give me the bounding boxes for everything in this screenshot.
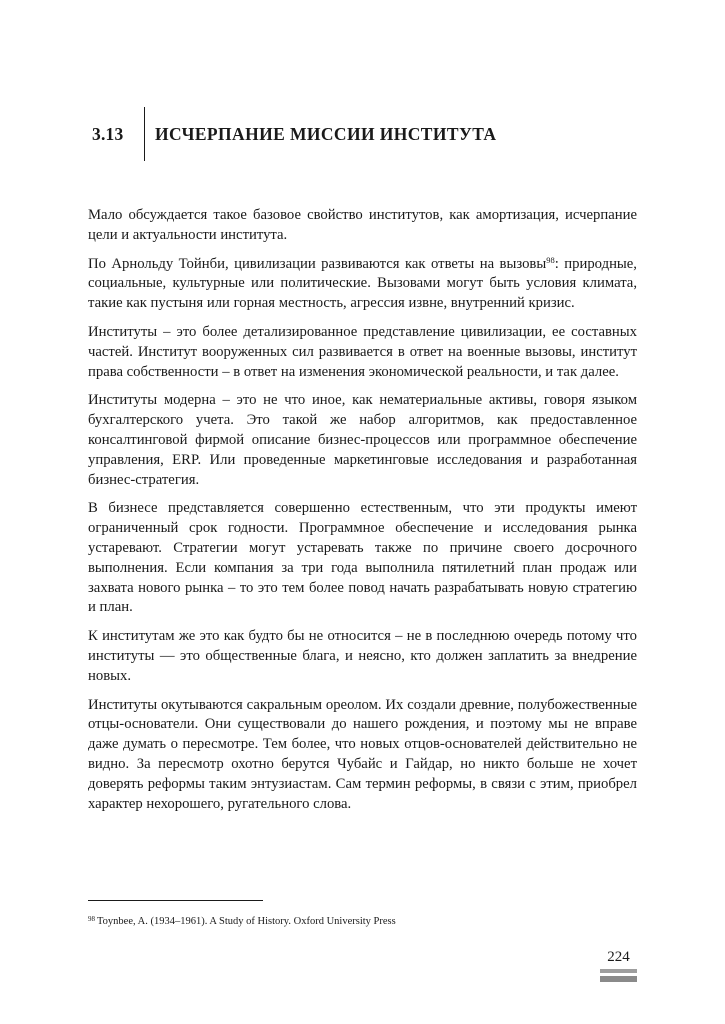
paragraph-7: Институты окутываются сакральным ореолом. Их создали древние, полубожественные отцы-основатели. Они существовали до нашего рождения, и поэтому мы не вправе даже думать о пересмотре. Тем более, что новых отцов-основателей действительно не видно. За пересмотр охотно берутся Чубайс и Гайдар, но никто больше не хочет доверять реформы таким энтузиастам. Сам термин реформы, в связи с этим, приобрел характер нехорошего, ругательного слова. bbox=[88, 696, 637, 812]
paragraph-2 bbox=[88, 255, 637, 314]
paragraph-3: Институты – это более детализированное представление цивилизации, ее составных частей. Институт вооруженных сил развивается в ответ на военные вызовы, институт права собственности – в ответ на изменения экономической реальности, и так далее. bbox=[88, 323, 637, 380]
page-number: 224 bbox=[607, 949, 630, 965]
paragraph-1: Мало обсуждается такое базовое свойство институтов, как амортизация, исчерпание цели и актуальности института. bbox=[88, 207, 637, 243]
section-title: ИСЧЕРПАНИЕ МИССИИ ИНСТИТУТА bbox=[155, 123, 497, 144]
body-text bbox=[88, 206, 637, 823]
footnote-marker: 98 bbox=[88, 915, 95, 923]
paragraph-2-text-before: По Арнольду Тойнби, цивилизации развиваются как ответы на вызовы bbox=[88, 255, 547, 272]
page-number-bar-bottom bbox=[600, 976, 637, 982]
paragraph-2-text-after: : природные, социальные, культурные или политические. Вызовами могут быть условия климата, такие как пустыня или горная местность, агрессия извне, внутренний кризис. bbox=[88, 255, 637, 312]
heading-divider bbox=[144, 107, 145, 161]
paragraph-6: К институтам же это как будто бы не относится – не в последнюю очередь потому что институты — это общественные блага, и неясно, кто должен заплатить за внедрение новых. bbox=[88, 628, 637, 684]
page-number-bar bbox=[600, 969, 637, 973]
footnote bbox=[88, 915, 396, 929]
footnote-reference[interactable]: 98 bbox=[546, 254, 555, 265]
footnote-separator bbox=[88, 900, 263, 901]
footnote-text: Toynbee, A. (1934–1961). A Study of History. Oxford University Press bbox=[97, 916, 396, 927]
section-number: 3.13 bbox=[92, 123, 124, 144]
paragraph-5: В бизнесе представляется совершенно естественным, что эти продукты имеют ограниченный срок годности. Программное обеспечение и исследования рынка устаревают. Стратегии могут устаревать также по причине своего досрочного выполнения. Если компания за три года выполнила пятилетний план продаж или захвата нового рынка – то это тем более повод начать разрабатывать новую стратегию и план. bbox=[88, 500, 637, 616]
paragraph-4: Институты модерна – это не что иное, как нематериальные активы, говоря языком бухгалтерского учета. Это такой же набор алгоритмов, как предоставленное консалтинговой фирмой описание бизнес-процессов или программное обеспечение управления, ERP. Или проведенные маркетинговые исследования и разработанная бизнес-стратегия. bbox=[88, 392, 637, 488]
section-heading bbox=[92, 107, 496, 161]
